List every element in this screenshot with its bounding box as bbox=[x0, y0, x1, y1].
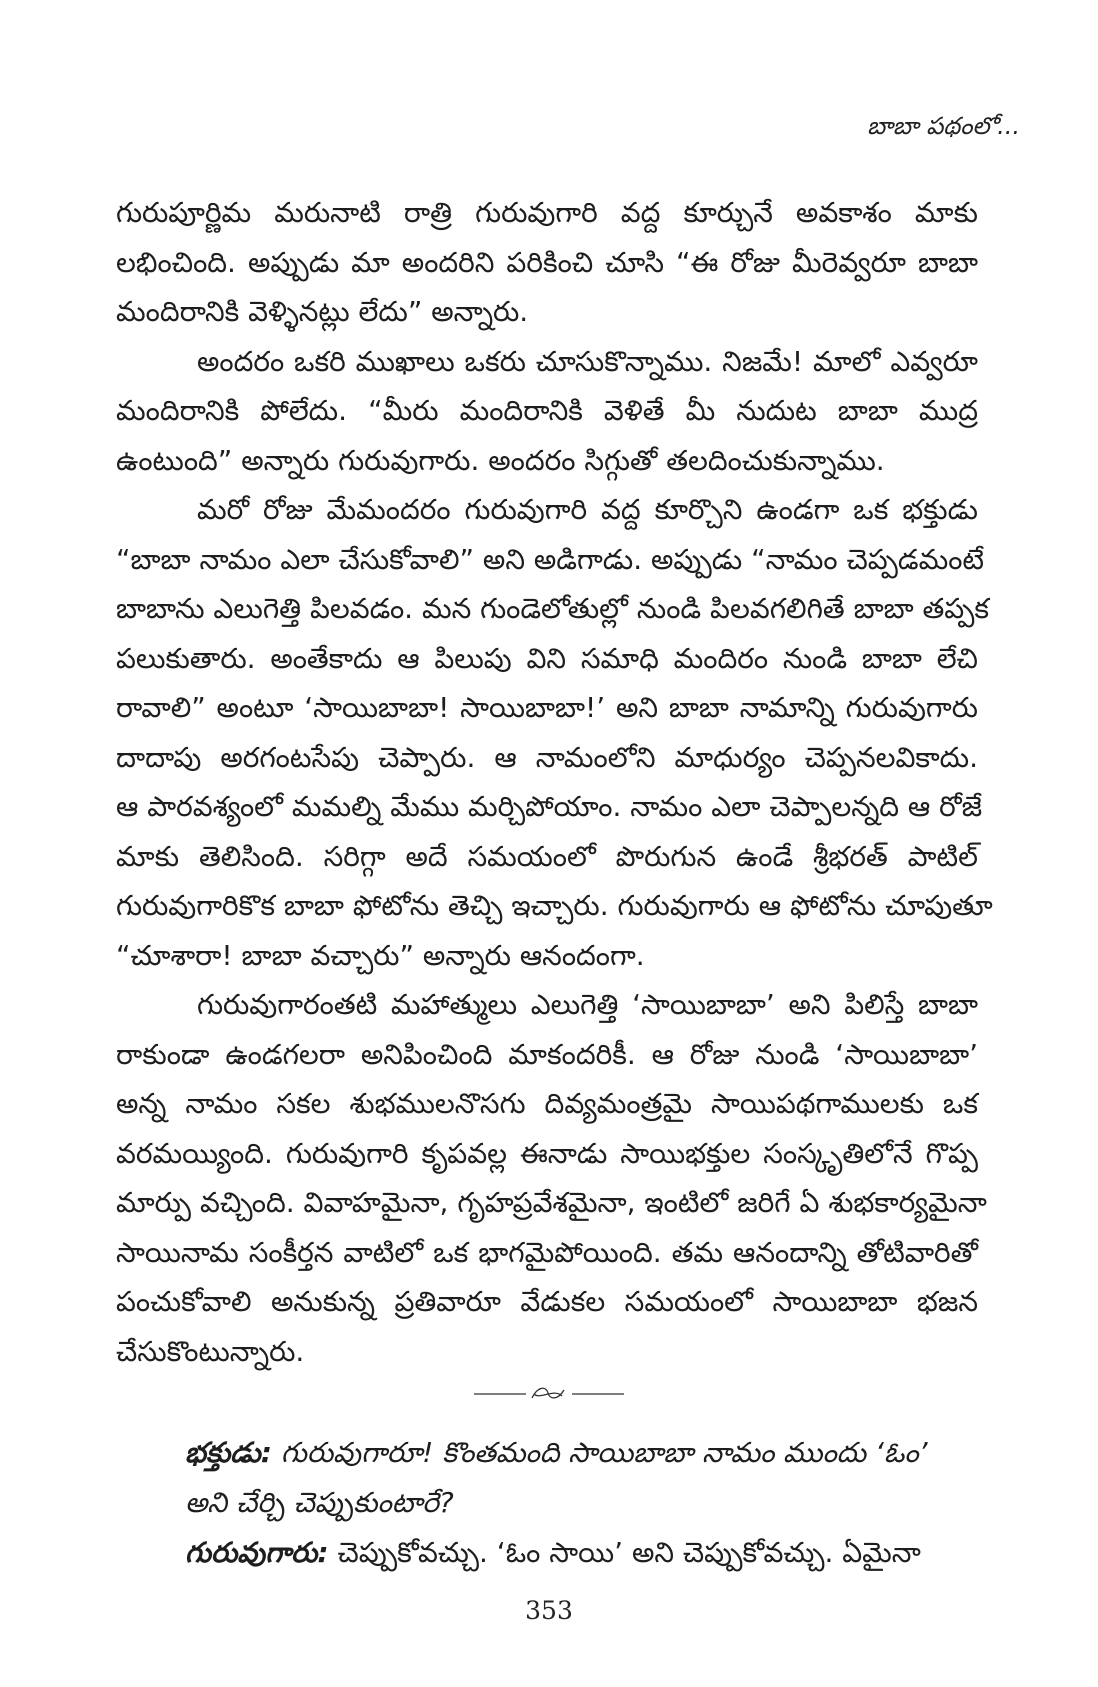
text-line: ఆ పారవశ్యంలో మమల్ని మేము మర్చిపోయాం. నామం ఎలా చెప్పాలన్నది ఆ రోజే bbox=[116, 790, 983, 823]
text-line: పంచుకోవాలి అనుకున్న ప్రతివారూ వేడుకల సమయంలో సాయిబాబా భజన bbox=[116, 1285, 978, 1318]
text-line: “బాబా నామం ఎలా చేసుకోవాలి” అని అడిగాడు. అప్పుడు “నామం చెప్పడమంటే bbox=[116, 542, 985, 576]
text-line: సాయినామ సంకీర్తన వాటిలో ఒక భాగమైపోయింది. తమ ఆనందాన్ని తోటివారితో bbox=[116, 1235, 978, 1269]
text-line: లభించింది. అప్పుడు మా అందరిని పరికించి చూసి “ఈ రోజు మీరెవ్వరూ బాబా bbox=[116, 245, 978, 279]
text-line: అందరం ఒకరి ముఖాలు ఒకరు చూసుకొన్నాము. నిజమే! మాలో ఎవ్వరూ bbox=[197, 344, 978, 378]
text-line: పలుకుతారు. అంతేకాదు ఆ పిలుపు విని సమాధి మందిరం నుండి బాబా లేచి bbox=[116, 641, 978, 675]
guru-answer: చెప్పుకోవచ్చు. ‘ఓం సాయి’ అని చెప్పుకోవచ్చు. ఏమైనా bbox=[337, 1536, 921, 1569]
page-number: 353 bbox=[525, 1596, 573, 1625]
text-line: గురువుగారంతటి మహాత్ములు ఎలుగెత్తి ‘సాయిబాబా’ అని పిలిస్తే బాబా bbox=[197, 988, 978, 1021]
paragraph bbox=[116, 980, 987, 1376]
text-line: “చూశారా! బాబా వచ్చారు” అన్నారు ఆనందంగా. bbox=[116, 938, 645, 972]
text-line: అన్న నామం సకల శుభములనొసగు దివ్యమంత్రమై సాయిపథగాములకు ఒక bbox=[116, 1087, 978, 1120]
section-divider-ornament bbox=[0, 1384, 1098, 1408]
dialogue-line bbox=[185, 1528, 921, 1578]
paragraph bbox=[116, 485, 993, 980]
speaker-label-devotee: భక్తుడు: bbox=[185, 1436, 272, 1469]
devotee-question: గురువుగారూ! కొంతమంది సాయిబాబా నామం ముందు ‘ఓం’ bbox=[280, 1436, 928, 1469]
running-header-title: బాబా పథంలో... bbox=[867, 112, 1020, 140]
paragraph bbox=[116, 337, 978, 486]
text-line: చేసుకొంటున్నారు. bbox=[116, 1334, 305, 1368]
text-line: మరో రోజు మేమందరం గురువుగారి వద్ద కూర్చొని ఉండగా ఒక భక్తుడు bbox=[197, 493, 978, 526]
text-line: మార్పు వచ్చింది. వివాహమైనా, గృహప్రవేశమైనా, ఇంటిలో జరిగే ఏ శుభకార్యమైనా bbox=[116, 1186, 987, 1219]
text-line: మాకు తెలిసింది. సరిగ్గా అదే సమయంలో పొరుగున ఉండే శ్రీభరత్ పాటిల్ bbox=[116, 839, 978, 873]
text-line: రాకుండా ఉండగలరా అనిపించింది మాకందరికీ. ఆ రోజు నుండి ‘సాయిబాబా’ bbox=[116, 1037, 978, 1071]
speaker-label-guru: గురువుగారు: bbox=[185, 1536, 329, 1569]
paragraph bbox=[116, 188, 978, 337]
dialogue-block bbox=[185, 1428, 928, 1578]
text-line: దాదాపు అరగంటసేపు చెప్పారు. ఆ నామంలోని మాధుర్యం చెప్పనలవికాదు. bbox=[116, 740, 978, 774]
text-line: గురువుగారికొక బాబా ఫోటోను తెచ్చి ఇచ్చారు. గురువుగారు ఆ ఫోటోను చూపుతూ bbox=[116, 889, 993, 922]
text-line: గురుపూర్ణిమ మరునాటి రాత్రి గురువుగారి వద్ద కూర్చునే అవకాశం మాకు bbox=[116, 196, 978, 229]
text-line: వరమయ్యింది. గురువుగారి కృపవల్ల ఈనాడు సాయిభక్తుల సంస్కృతిలోనే గొప్ప bbox=[116, 1136, 978, 1170]
text-line: ఉంటుంది” అన్నారు గురువుగారు. అందరం సిగ్గుతో తలదించుకున్నాము. bbox=[116, 443, 885, 477]
text-line: రావాలి” అంటూ ‘సాయిబాబా! సాయిబాబా!’ అని బాబా నామాన్ని గురువుగారు bbox=[116, 691, 978, 724]
dialogue-line bbox=[185, 1428, 928, 1478]
text-line: బాబాను ఎలుగెత్తి పిలవడం. మన గుండెలోతుల్లో నుండి పిలవగలిగితే బాబా తప్పక bbox=[116, 592, 989, 625]
flourish-icon bbox=[474, 1384, 624, 1404]
text-line: మందిరానికి పోలేదు. “మీరు మందిరానికి వెళితే మీ నుదుట బాబా ముద్ర bbox=[116, 394, 978, 427]
body-text bbox=[116, 188, 993, 1376]
dialogue-line: అని చేర్చి చెప్పుకుంటారే? bbox=[185, 1486, 454, 1519]
text-line: మందిరానికి వెళ్ళినట్లు లేదు” అన్నారు. bbox=[116, 295, 529, 328]
